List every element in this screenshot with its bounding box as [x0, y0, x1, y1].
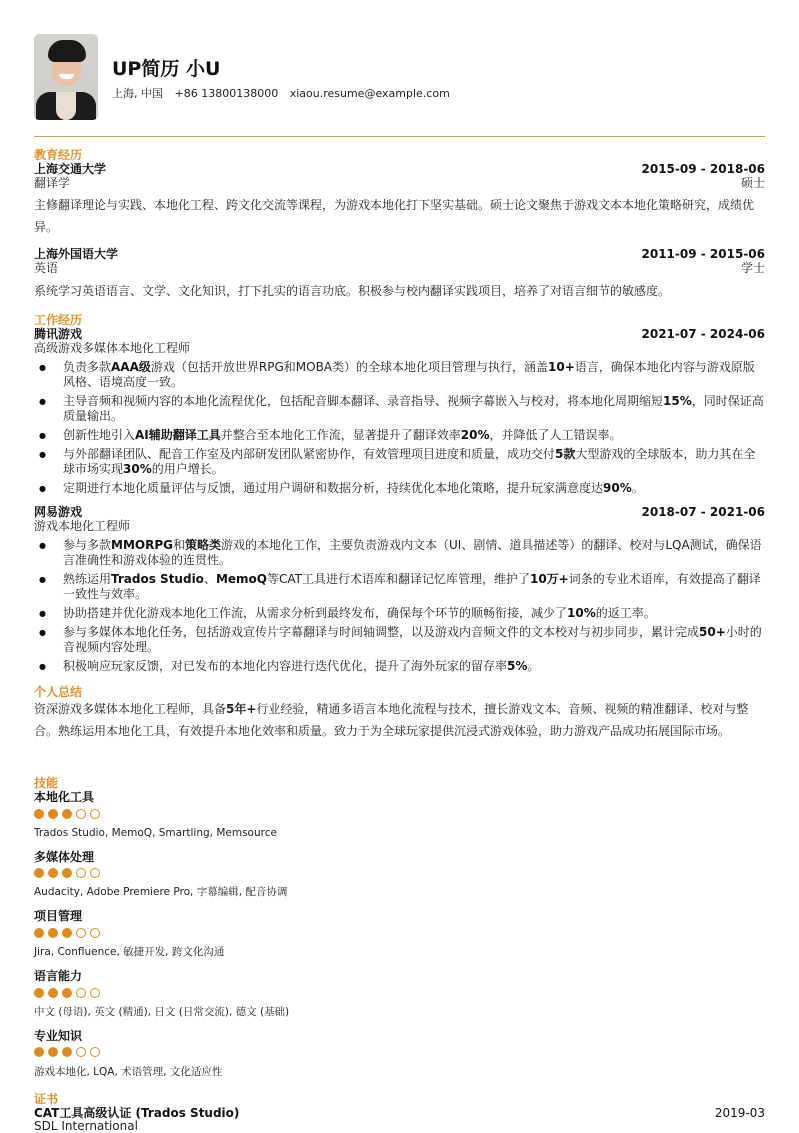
rating-dot-filled-icon: [62, 868, 72, 878]
degree: 学士: [740, 261, 765, 275]
section-title-skills: 技能: [34, 776, 59, 790]
header-divider: [34, 136, 765, 137]
rating-dot-empty-icon: [90, 868, 100, 878]
rating-dot-filled-icon: [34, 809, 44, 819]
education-date: 2015-09 - 2018-06: [641, 162, 765, 176]
rating-dot-filled-icon: [48, 809, 58, 819]
section-title-certificates: 证书: [34, 1092, 59, 1106]
rating-dot-empty-icon: [90, 988, 100, 998]
education-date: 2011-09 - 2015-06: [641, 247, 765, 261]
candidate-name: UP简历 小U: [112, 58, 221, 80]
rating-dot-empty-icon: [76, 1047, 86, 1057]
section-title-education: 教育经历: [34, 148, 83, 162]
work-bullet: ● 参与多款MMORPG和策略类游戏的本地化工作，主要负责游戏内文本（UI、剧情、道具描述等）的翻译、校对与LQA测试，确保语言准确性和游戏体验的连贯性。: [34, 538, 765, 568]
work-bullet: ● 熟练运用Trados Studio、MemoQ等CAT工具进行术语库和翻译记忆库管理，维护了10万+词条的专业术语库，有效提高了翻译一致性与效率。: [34, 572, 765, 602]
skill-rating: [34, 988, 100, 999]
skill-name: 语言能力: [34, 969, 83, 983]
rating-dot-filled-icon: [34, 1047, 44, 1057]
email: xiaou.resume@example.com: [289, 87, 450, 100]
job-title: 游戏本地化工程师: [34, 519, 131, 533]
resume-header: [34, 34, 765, 120]
rating-dot-empty-icon: [76, 868, 86, 878]
company-name: 腾讯游戏: [34, 327, 83, 341]
skill-rating: [34, 809, 100, 820]
rating-dot-empty-icon: [90, 928, 100, 938]
certificate-issuer: SDL International: [34, 1119, 138, 1133]
work-bullet: ● 协助搭建并优化游戏本地化工作流，从需求分析到最终发布，确保每个环节的顺畅衔接，减少了10%的返工率。: [34, 606, 765, 621]
work-bullet: ● 定期进行本地化质量评估与反馈，通过用户调研和数据分析，持续优化本地化策略，提升玩家满意度达90%。: [34, 481, 765, 496]
contact-info: [112, 85, 458, 101]
rating-dot-empty-icon: [90, 809, 100, 819]
school-name: 上海交通大学: [34, 162, 107, 176]
rating-dot-empty-icon: [76, 809, 86, 819]
rating-dot-filled-icon: [62, 1047, 72, 1057]
rating-dot-filled-icon: [62, 809, 72, 819]
rating-dot-filled-icon: [34, 868, 44, 878]
major: 翻译学: [34, 176, 71, 190]
work-date: 2021-07 - 2024-06: [641, 327, 765, 341]
rating-dot-filled-icon: [62, 988, 72, 998]
rating-dot-empty-icon: [76, 928, 86, 938]
skill-rating: [34, 868, 100, 879]
rating-dot-filled-icon: [48, 928, 58, 938]
rating-dot-filled-icon: [48, 988, 58, 998]
education-description: 主修翻译理论与实践、本地化工程、跨文化交流等课程，为游戏本地化打下坚实基础。硕士论文聚焦于游戏文本本地化策略研究，成绩优异。: [34, 198, 755, 234]
rating-dot-filled-icon: [48, 868, 58, 878]
skill-rating: [34, 928, 100, 939]
rating-dot-filled-icon: [48, 1047, 58, 1057]
section-title-work: 工作经历: [34, 313, 83, 327]
rating-dot-empty-icon: [90, 1047, 100, 1057]
work-bullet: ● 参与多媒体本地化任务，包括游戏宣传片字幕翻译与时间轴调整，以及游戏内音频文件的文本校对与初步同步，累计完成50+小时的音视频内容处理。: [34, 625, 765, 655]
certificate-date: 2019-03: [714, 1106, 765, 1120]
summary-text: 资深游戏多媒体本地化工程师，具备5年+行业经验，精通多语言本地化流程与技术，擅长游戏文本、音频、视频的精准翻译、校对与整合。熟练运用本地化工具，有效提升本地化效率和质量。致力于为全球玩家提供沉浸式游戏体验，助力游戏产品成功拓展国际市场。: [34, 702, 749, 738]
certificate-name: CAT工具高级认证 (Trados Studio): [34, 1106, 240, 1120]
school-name: 上海外国语大学: [34, 247, 119, 261]
skill-description: 游戏本地化, LQA, 术语管理, 文化适应性: [34, 1066, 223, 1078]
skill-description: 中文 (母语), 英文 (精通), 日文 (日常交流), 德文 (基础): [34, 1006, 290, 1018]
work-date: 2018-07 - 2021-06: [641, 505, 765, 519]
company-name: 网易游戏: [34, 505, 83, 519]
skill-name: 本地化工具: [34, 790, 95, 804]
rating-dot-filled-icon: [62, 928, 72, 938]
work-bullet: ● 负责多款AAA级游戏（包括开放世界RPG和MOBA类）的全球本地化项目管理与执行，涵盖10+语言，确保本地化内容与游戏原版风格、语境高度一致。: [34, 360, 765, 390]
section-title-summary: 个人总结: [34, 685, 83, 699]
work-bullet: ● 与外部翻译团队、配音工作室及内部研发团队紧密协作，有效管理项目进度和质量，成功交付5款大型游戏的全球版本，助力其在全球市场实现30%的用户增长。: [34, 447, 765, 477]
skill-name: 项目管理: [34, 909, 83, 923]
skill-name: 专业知识: [34, 1029, 83, 1043]
phone: +86 13800138000: [174, 87, 279, 100]
work-bullets: [34, 538, 765, 678]
rating-dot-empty-icon: [76, 988, 86, 998]
work-bullet: ● 创新性地引入AI辅助翻译工具并整合至本地化工作流，显著提升了翻译效率20%，并降低了人工错误率。: [34, 428, 765, 443]
rating-dot-filled-icon: [34, 988, 44, 998]
job-title: 高级游戏多媒体本地化工程师: [34, 341, 191, 355]
degree: 硕士: [740, 176, 765, 190]
skill-name: 多媒体处理: [34, 850, 95, 864]
work-bullets: [34, 360, 765, 500]
major: 英语: [34, 261, 59, 275]
skill-description: Trados Studio, MemoQ, Smartling, Memsource: [34, 827, 277, 839]
work-bullet: ● 积极响应玩家反馈，对已发布的本地化内容进行迭代优化，提升了海外玩家的留存率5%。: [34, 659, 765, 674]
skill-rating: [34, 1047, 100, 1058]
profile-photo: [34, 34, 98, 120]
skill-description: Audacity, Adobe Premiere Pro, 字幕编辑, 配音协调: [34, 886, 288, 898]
work-bullet: ● 主导音频和视频内容的本地化流程优化，包括配音脚本翻译、录音指导、视频字幕嵌入与校对，将本地化周期缩短15%，同时保证高质量输出。: [34, 394, 765, 424]
skill-description: Jira, Confluence, 敏捷开发, 跨文化沟通: [34, 946, 225, 958]
location: 上海, 中国: [112, 87, 163, 100]
education-description: 系统学习英语语言、文学、文化知识，打下扎实的语言功底。积极参与校内翻译实践项目，培养了对语言细节的敏感度。: [34, 284, 671, 298]
rating-dot-filled-icon: [34, 928, 44, 938]
